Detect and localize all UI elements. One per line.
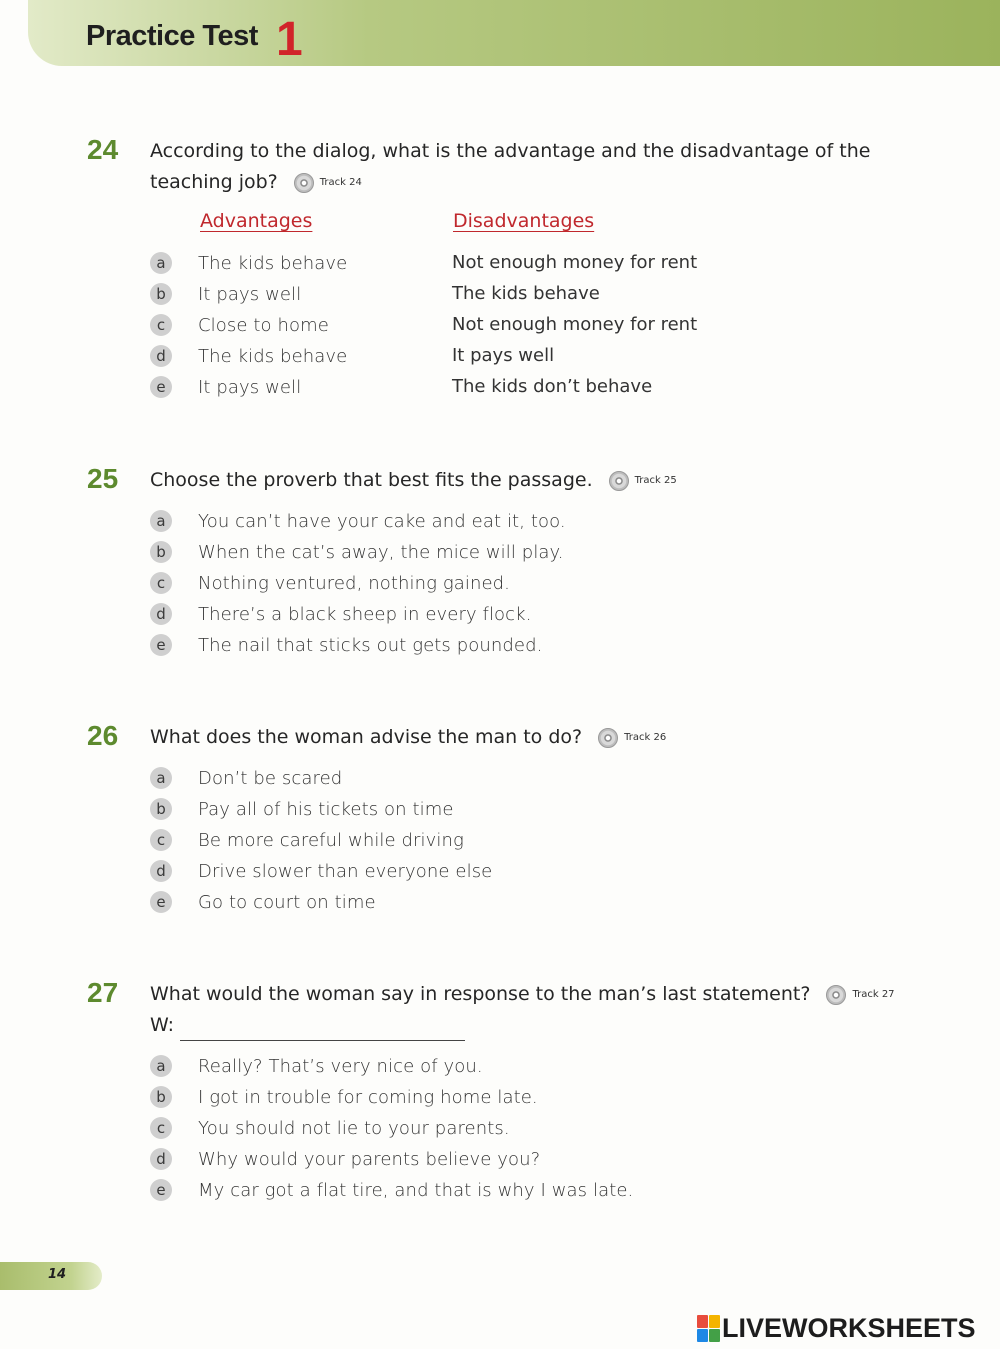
option-badge: c [150, 1117, 172, 1139]
option-25-c[interactable]: c Nothing ventured, nothing gained. [150, 570, 510, 596]
liveworksheets-logo [697, 1313, 976, 1343]
option-badge: a [150, 767, 172, 789]
track-25[interactable] [609, 465, 677, 496]
option-27-e[interactable]: e My car got a flat tire, and that is why I was late. [150, 1177, 633, 1203]
option-badge: c [150, 572, 172, 594]
question-24-line1: According to the dialog, what is the advantage and the disadvantage of the [150, 140, 871, 162]
option-24-b[interactable]: b It pays well [150, 281, 301, 307]
option-24-d[interactable]: d The kids behave [150, 343, 347, 369]
option-25-a[interactable]: a You can’t have your cake and eat it, too. [150, 508, 566, 534]
cd-icon [826, 985, 846, 1005]
advantages-header: Advantages [200, 210, 313, 232]
question-text-26: What does the woman advise the man to do? Track 26 [150, 722, 666, 753]
option-27-d[interactable]: d Why would your parents believe you? [150, 1146, 540, 1172]
track-26[interactable] [598, 722, 666, 753]
option-24-d-disadvantage: It pays well [452, 345, 555, 366]
answer-prefix: W: [150, 1014, 175, 1036]
option-24-c[interactable]: c Close to home [150, 312, 329, 338]
option-badge: e [150, 891, 172, 913]
option-badge: b [150, 1086, 172, 1108]
track-27-label: Track 27 [852, 989, 895, 1000]
option-24-e[interactable]: e It pays well [150, 374, 301, 400]
cd-icon [609, 471, 629, 491]
option-badge: b [150, 283, 172, 305]
option-badge: d [150, 603, 172, 625]
cd-icon [294, 173, 314, 193]
question-number-25: 25 [87, 463, 119, 494]
option-badge: b [150, 541, 172, 563]
option-24-c-disadvantage: Not enough money for rent [452, 314, 698, 335]
option-badge: e [150, 376, 172, 398]
question-number-26: 26 [87, 720, 119, 751]
track-27[interactable] [826, 979, 894, 1010]
question-number-27: 27 [87, 977, 119, 1008]
track-25-label: Track 25 [634, 475, 677, 486]
option-badge: d [150, 860, 172, 882]
option-badge: e [150, 1179, 172, 1201]
cd-icon [598, 728, 618, 748]
question-text-27: What would the woman say in response to the man’s last statement? Track 27 W: [150, 979, 895, 1041]
question-text-24 [150, 136, 870, 198]
option-24-a-disadvantage: Not enough money for rent [452, 252, 698, 273]
option-26-a[interactable]: a Don’t be scared [150, 765, 342, 791]
question-text-25: Choose the proverb that best fits the passage. Track 25 [150, 465, 677, 496]
track-24[interactable] [294, 167, 362, 198]
option-24-b-disadvantage: The kids behave [452, 283, 600, 304]
option-26-e[interactable]: e Go to court on time [150, 889, 376, 915]
option-24-e-disadvantage: The kids don’t behave [452, 376, 653, 397]
option-badge: a [150, 510, 172, 532]
page-title-number: 1 [276, 13, 303, 66]
liveworksheets-icon [697, 1315, 720, 1342]
brand-name: LIVEWORKSHEETS [722, 1312, 976, 1343]
page-number: 14 [48, 1267, 67, 1282]
option-badge: b [150, 798, 172, 820]
option-badge: a [150, 252, 172, 274]
option-badge: c [150, 314, 172, 336]
track-26-label: Track 26 [624, 732, 667, 743]
option-badge: d [150, 345, 172, 367]
option-27-b[interactable]: b I got in trouble for coming home late. [150, 1084, 538, 1110]
option-25-e[interactable]: e The nail that sticks out gets pounded. [150, 632, 542, 658]
disadvantages-header: Disadvantages [453, 210, 595, 232]
option-27-c[interactable]: c You should not lie to your parents. [150, 1115, 510, 1141]
option-26-c[interactable]: c Be more careful while driving [150, 827, 464, 853]
page-title: Practice Test [86, 20, 258, 52]
option-26-d[interactable]: d Drive slower than everyone else [150, 858, 492, 884]
option-badge: a [150, 1055, 172, 1077]
option-27-a[interactable]: a Really? That’s very nice of you. [150, 1053, 483, 1079]
question-number-24: 24 [87, 134, 119, 165]
option-24-a[interactable]: a The kids behave [150, 250, 347, 276]
track-24-label: Track 24 [319, 177, 362, 188]
answer-blank-line[interactable] [180, 1020, 465, 1041]
option-26-b[interactable]: b Pay all of his tickets on time [150, 796, 454, 822]
question-24-line2: teaching job? [150, 171, 278, 193]
option-25-b[interactable]: b When the cat’s away, the mice will play. [150, 539, 564, 565]
option-25-d[interactable]: d There’s a black sheep in every flock. [150, 601, 532, 627]
option-badge: c [150, 829, 172, 851]
option-badge: e [150, 634, 172, 656]
option-badge: d [150, 1148, 172, 1170]
